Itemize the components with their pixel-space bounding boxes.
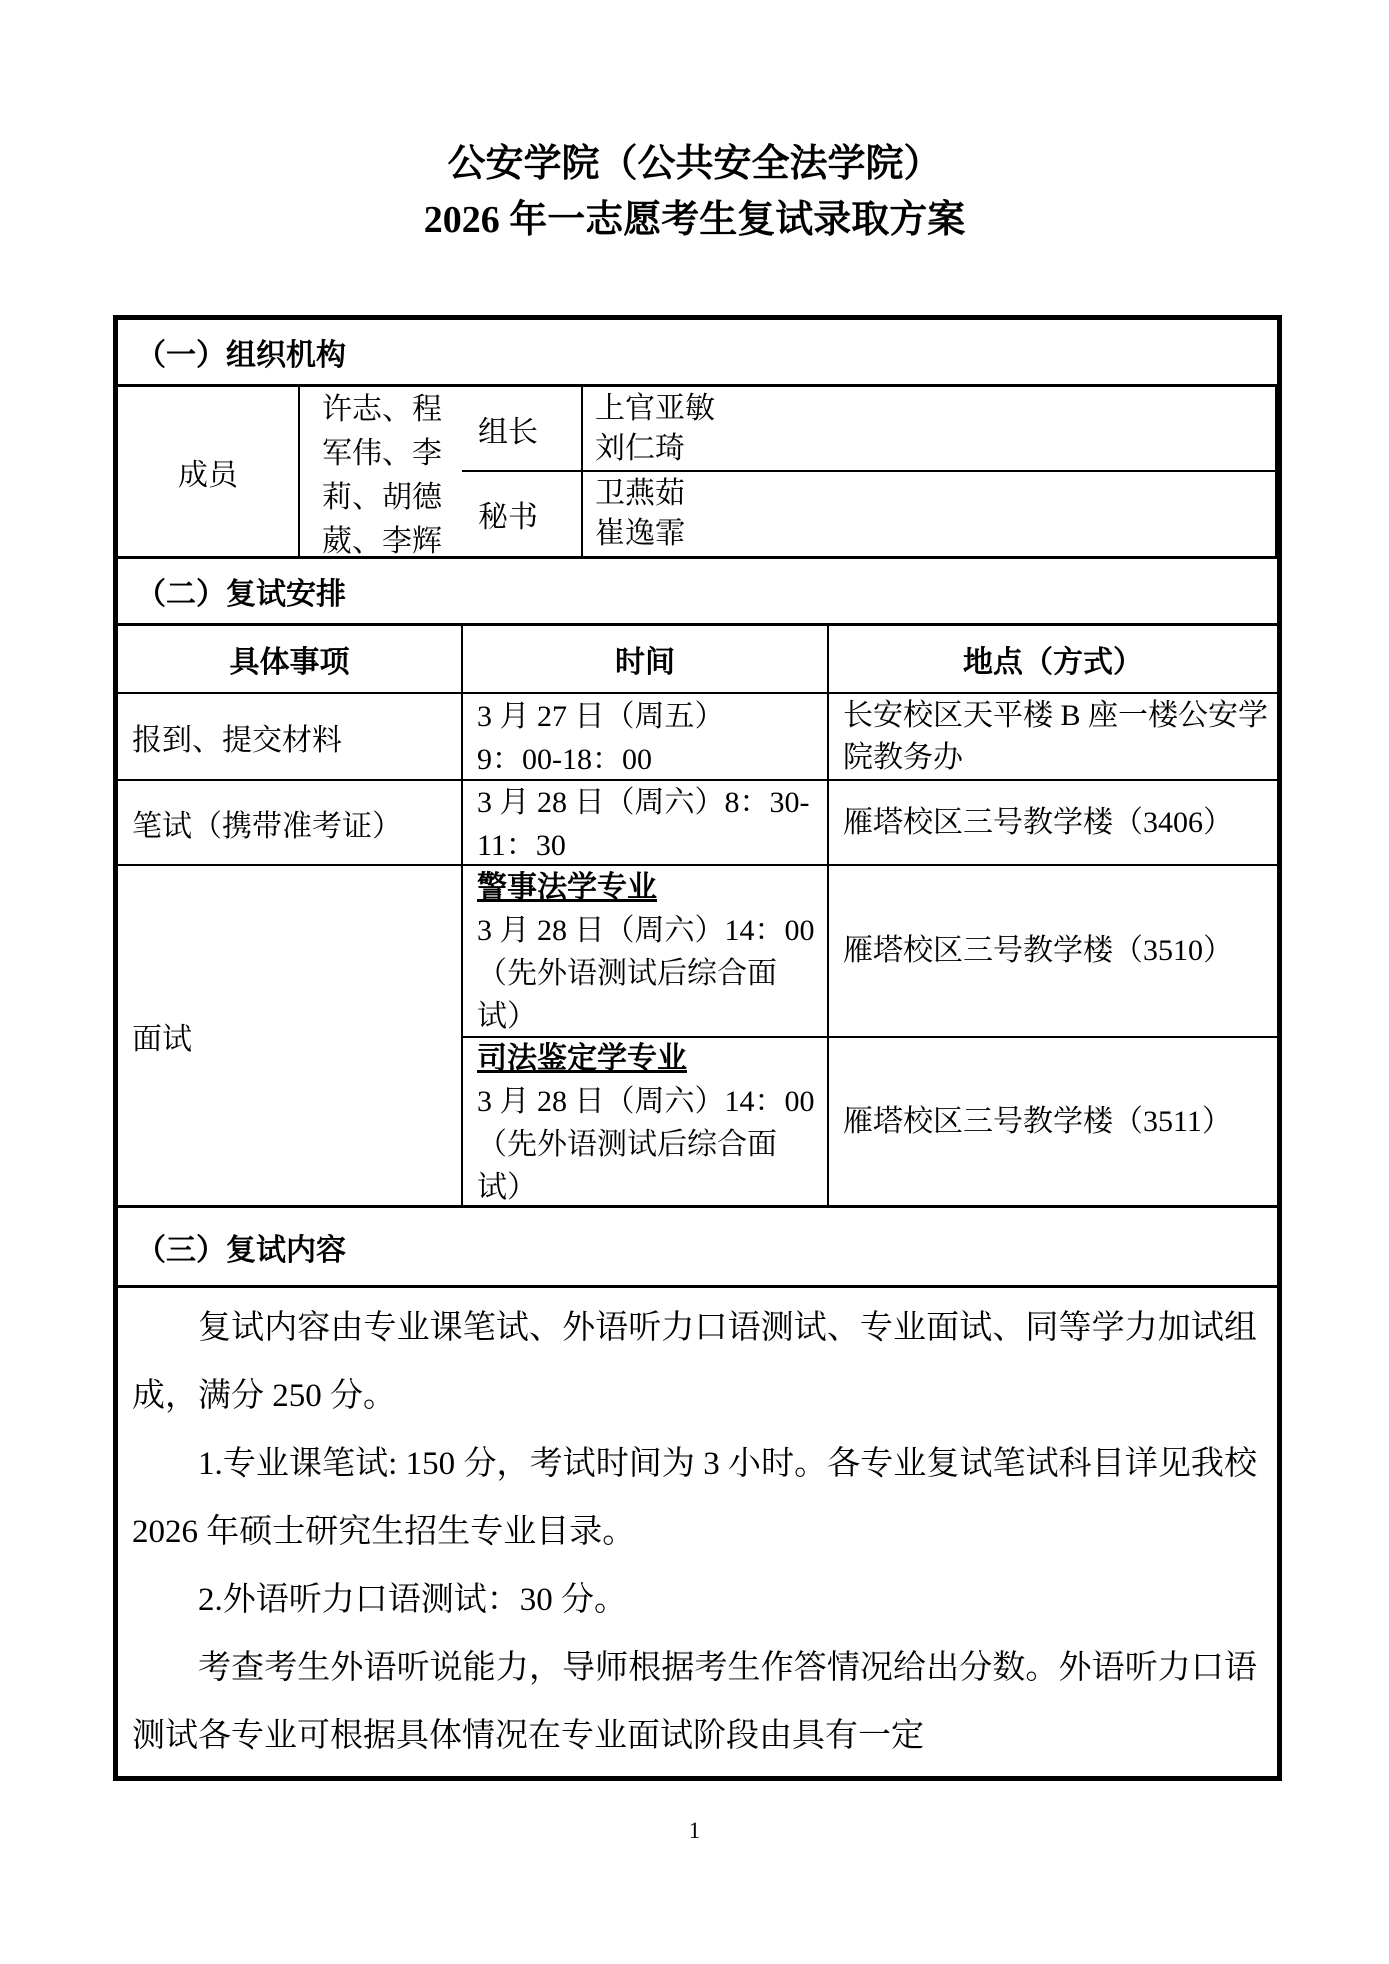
secretary-name-1: 卫燕茹 <box>595 477 685 510</box>
written-exam-location-cell: 雁塔校区三号教学楼（3406） <box>829 781 1277 866</box>
section-3-heading: （三）复试内容 <box>136 1233 346 1267</box>
forensic-major-title: 司法鉴定学专业 <box>477 1041 687 1075</box>
section-3-header-row <box>118 1208 1277 1288</box>
leader-name-2: 刘仁琦 <box>595 431 685 465</box>
column-header-item: 具体事项 <box>118 626 463 694</box>
checkin-time-cell <box>463 694 829 781</box>
column-header-time: 时间 <box>463 626 829 694</box>
section-2-header-row <box>118 559 1277 626</box>
section-1-heading: （一）组织机构 <box>136 339 346 372</box>
checkin-item-cell: 报到、提交材料 <box>118 694 463 781</box>
checkin-time-date: 3 月 27 日（周五） <box>477 699 725 733</box>
content-paragraph-3: 2.外语听力口语测试：30 分。 <box>198 1582 627 1618</box>
section-2-heading: （二）复试安排 <box>136 578 346 611</box>
schedule-table <box>118 626 1277 1208</box>
interview-forensic-time-cell <box>463 1038 829 1205</box>
content-section <box>118 1288 1277 1776</box>
content-paragraph-2: 1.专业课笔试: 150 分，考试时间为 3 小时。各专业复试笔试科目详见我校 2026 年硕士研究生招生专业目录。 <box>132 1446 1257 1550</box>
forensic-time: 3 月 28 日（周六）14：00（先外语测试后综合面试） <box>477 1084 815 1204</box>
column-header-location: 地点（方式） <box>829 626 1277 694</box>
section-1-header-row <box>118 320 1277 387</box>
leader-label-cell: 组长 <box>462 387 583 472</box>
written-exam-item-cell: 笔试（携带准考证） <box>118 781 463 866</box>
members-names-cell: 许志、程军伟、李莉、胡德葳、李辉 <box>322 392 442 558</box>
leader-names-cell <box>583 387 1277 472</box>
secretary-names-cell <box>583 472 1277 556</box>
org-structure-table <box>118 387 1277 559</box>
interview-forensic-location-cell: 雁塔校区三号教学楼（3511） <box>843 1104 1232 1138</box>
interview-police-law-time-cell <box>463 866 829 1038</box>
leader-name-1: 上官亚敏 <box>595 391 715 425</box>
written-exam-time-cell <box>463 781 829 866</box>
page-number: 1 <box>688 1818 701 1843</box>
page-subtitle: 2026 年一志愿考生复试录取方案 <box>423 199 966 241</box>
police-law-time: 3 月 28 日（周六）14：00（先外语测试后综合面试） <box>477 914 815 1033</box>
content-paragraph-1: 复试内容由专业课笔试、外语听力口语测试、专业面试、同等学力加试组成，满分 250 分。 <box>132 1310 1257 1414</box>
members-label-cell: 成员 <box>118 387 300 556</box>
checkin-location-cell: 长安校区天平楼 B 座一楼公安学院教务办 <box>829 694 1277 781</box>
page-title: 公安学院（公共安全法学院） <box>447 143 942 185</box>
interview-police-law-location-cell: 雁塔校区三号教学楼（3510） <box>829 866 1277 1038</box>
secretary-name-2: 崔逸霏 <box>595 517 685 550</box>
checkin-time-hours: 9：00-18：00 <box>477 742 652 776</box>
police-law-major-title: 警事法学专业 <box>477 871 657 904</box>
secretary-label-cell: 秘书 <box>462 472 583 556</box>
plan-table <box>113 315 1282 1781</box>
content-paragraph-4: 考查考生外语听说能力，导师根据考生作答情况给出分数。外语听力口语测试各专业可根据具体情况在专业面试阶段由具有一定 <box>132 1650 1257 1754</box>
written-exam-time: 3 月 28 日（周六）8：30-11：30 <box>477 785 810 862</box>
interview-item-cell: 面试 <box>118 866 463 1205</box>
